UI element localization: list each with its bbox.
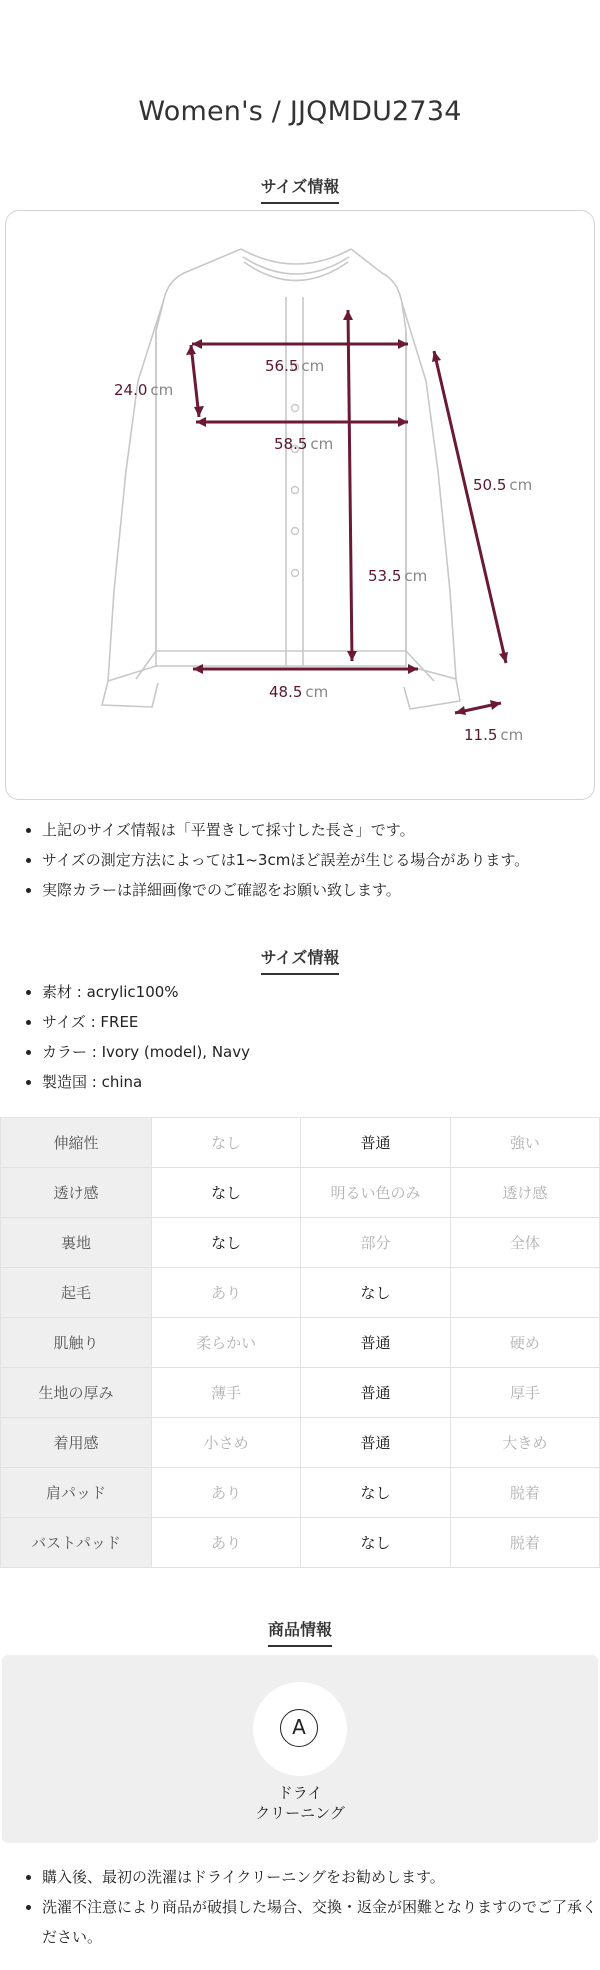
page-title: Women's / JJQMDU2734 bbox=[138, 96, 462, 127]
attribute-label: 着用感 bbox=[1, 1418, 152, 1468]
attribute-option: なし bbox=[301, 1268, 450, 1318]
table-row bbox=[1, 1518, 600, 1568]
arrow-icon bbox=[408, 664, 418, 674]
attribute-option: 硬め bbox=[450, 1318, 599, 1368]
product-info-heading-text: 商品情報 bbox=[268, 1617, 332, 1647]
attribute-label: 肌触り bbox=[1, 1318, 152, 1368]
care-notes-list bbox=[20, 1862, 600, 1952]
attribute-option: 部分 bbox=[301, 1218, 450, 1268]
table-row bbox=[1, 1318, 600, 1368]
details-list bbox=[20, 977, 600, 1097]
attribute-option: あり bbox=[152, 1518, 301, 1568]
table-row bbox=[1, 1418, 600, 1468]
label-armhole: 24.0 cm bbox=[114, 381, 174, 399]
label-shoulder: 56.5 cm bbox=[265, 357, 325, 375]
arrow-icon bbox=[194, 406, 204, 417]
table-row bbox=[1, 1168, 600, 1218]
list-item: • カラー : Ivory (model), Navy bbox=[42, 1037, 600, 1067]
attribute-label: 裏地 bbox=[1, 1218, 152, 1268]
list-item: • 購入後、最初の洗濯はドライクリーニングをお勧めします。 bbox=[42, 1862, 600, 1892]
arrow-icon bbox=[192, 339, 202, 349]
button-6 bbox=[292, 570, 299, 577]
list-item: • サイズ : FREE bbox=[42, 1007, 600, 1037]
attribute-label: 伸縮性 bbox=[1, 1118, 152, 1168]
size-diagram bbox=[5, 210, 595, 800]
attribute-option: 脱着 bbox=[450, 1468, 599, 1518]
attribute-option: 普通 bbox=[301, 1418, 450, 1468]
list-item: • 洗濯不注意により商品が破損した場合、交換・返金が困難となりますのでご了承ください。 bbox=[42, 1892, 600, 1952]
size-info-heading-text: サイズ情報 bbox=[261, 174, 340, 204]
measurement-labels bbox=[114, 357, 532, 744]
attribute-option: 普通 bbox=[301, 1118, 450, 1168]
label-hem: 48.5 cm bbox=[269, 683, 329, 701]
size-info-heading bbox=[0, 174, 600, 204]
measure-line-length bbox=[348, 310, 352, 661]
fabric-attributes-table bbox=[0, 1117, 600, 1568]
attribute-option: あり bbox=[152, 1468, 301, 1518]
attribute-option: なし bbox=[152, 1218, 301, 1268]
button-4 bbox=[292, 487, 299, 494]
attribute-option: あり bbox=[152, 1268, 301, 1318]
attribute-option: 全体 bbox=[450, 1218, 599, 1268]
attribute-label: バストパッド bbox=[1, 1518, 152, 1568]
arrow-icon bbox=[186, 345, 196, 355]
details-heading bbox=[0, 945, 600, 975]
label-length: 53.5 cm bbox=[368, 567, 428, 585]
attribute-label: 肩パッド bbox=[1, 1468, 152, 1518]
cardigan-illustration bbox=[6, 211, 594, 799]
dry-clean-icon: A bbox=[280, 1709, 318, 1747]
attribute-option: 薄手 bbox=[152, 1368, 301, 1418]
table-row bbox=[1, 1118, 600, 1168]
label-sleeve: 50.5 cm bbox=[473, 476, 533, 494]
cardigan-outline bbox=[102, 249, 460, 709]
attribute-option: 小さめ bbox=[152, 1418, 301, 1468]
attribute-label: 起毛 bbox=[1, 1268, 152, 1318]
arrow-icon bbox=[490, 700, 501, 710]
label-chest: 58.5 cm bbox=[274, 435, 334, 453]
measure-line-sleeve bbox=[434, 351, 506, 663]
measure-line-armhole bbox=[191, 345, 199, 417]
attribute-option: なし bbox=[301, 1518, 450, 1568]
attribute-option: 明るい色のみ bbox=[301, 1168, 450, 1218]
product-info-heading bbox=[0, 1617, 600, 1647]
list-item: • 製造国 : china bbox=[42, 1067, 600, 1097]
arrow-icon bbox=[196, 417, 206, 427]
attribute-option: 厚手 bbox=[450, 1368, 599, 1418]
list-item: • 素材 : acrylic100% bbox=[42, 977, 600, 1007]
arrow-icon bbox=[343, 310, 353, 320]
attribute-label: 透け感 bbox=[1, 1168, 152, 1218]
care-panel bbox=[2, 1655, 598, 1843]
attribute-option: 大きめ bbox=[450, 1418, 599, 1468]
attribute-option: なし bbox=[301, 1468, 450, 1518]
care-badge bbox=[253, 1682, 347, 1776]
size-notes-list bbox=[20, 815, 600, 905]
attribute-option: 普通 bbox=[301, 1368, 450, 1418]
list-item: • 実際カラーは詳細画像でのご確認をお願い致します。 bbox=[42, 875, 600, 905]
button-2 bbox=[292, 405, 299, 412]
table-row bbox=[1, 1218, 600, 1268]
attribute-option bbox=[450, 1268, 599, 1318]
button-5 bbox=[292, 528, 299, 535]
table-row bbox=[1, 1268, 600, 1318]
arrow-icon bbox=[347, 651, 357, 661]
attribute-option: 透け感 bbox=[450, 1168, 599, 1218]
measurement-lines bbox=[186, 310, 508, 715]
details-heading-text: サイズ情報 bbox=[261, 945, 340, 975]
attribute-label: 生地の厚み bbox=[1, 1368, 152, 1418]
list-item: • サイズの測定方法によっては1~3cmほど誤差が生じる場合があります。 bbox=[42, 845, 600, 875]
attribute-option: 柔らかい bbox=[152, 1318, 301, 1368]
attribute-option: なし bbox=[152, 1168, 301, 1218]
buttons bbox=[292, 364, 299, 577]
attribute-option: 脱着 bbox=[450, 1518, 599, 1568]
attribute-option: なし bbox=[152, 1118, 301, 1168]
attribute-option: 普通 bbox=[301, 1318, 450, 1368]
list-item: • 上記のサイズ情報は「平置きして採寸した長さ」です。 bbox=[42, 815, 600, 845]
care-label: ドライ クリーニング bbox=[255, 1784, 345, 1822]
attribute-option: 強い bbox=[450, 1118, 599, 1168]
label-cuff: 11.5 cm bbox=[464, 726, 524, 744]
table-row bbox=[1, 1368, 600, 1418]
table-row bbox=[1, 1468, 600, 1518]
